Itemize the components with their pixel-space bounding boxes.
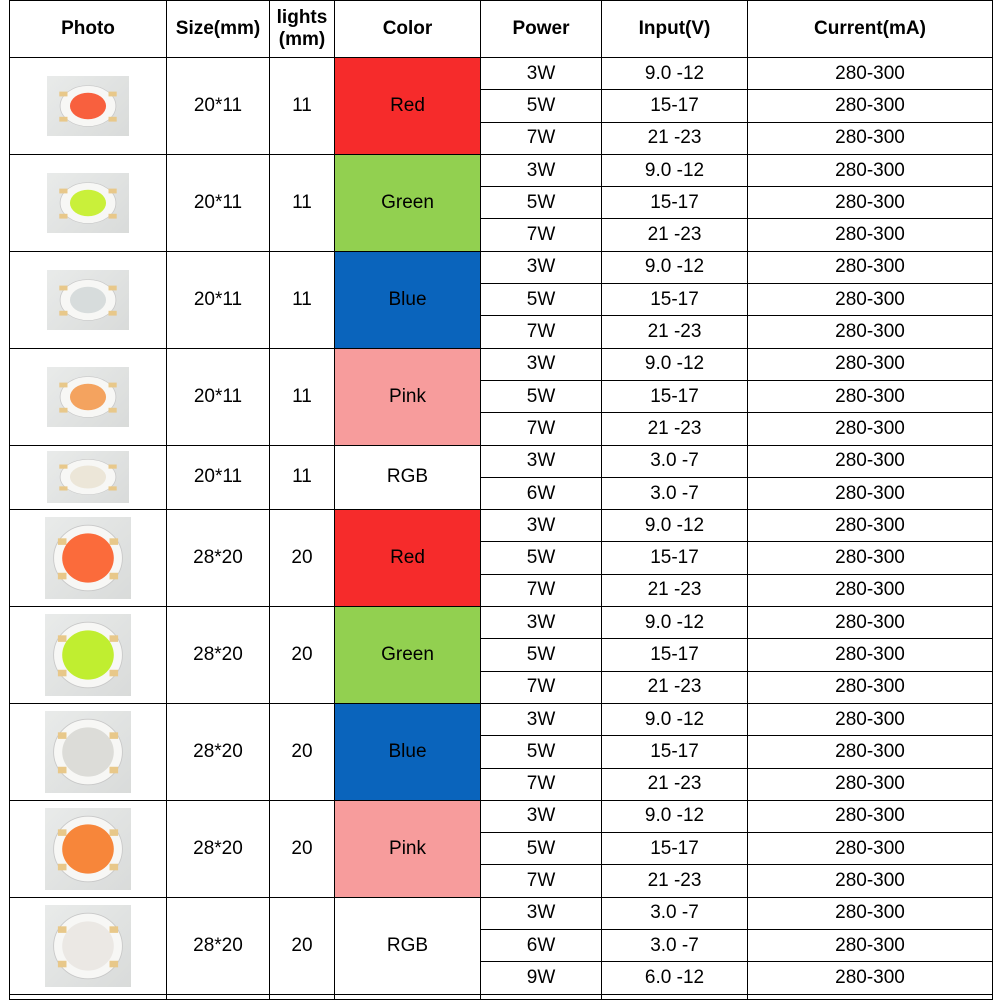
table-row	[10, 58, 993, 90]
power-cell: 3W	[481, 445, 602, 477]
input-voltage-cell: 21 -23	[602, 219, 748, 251]
input-voltage-cell: 21 -23	[602, 574, 748, 606]
product-photo-cell	[10, 703, 167, 800]
emitter-dome	[62, 533, 114, 582]
size-cell: 20*11	[167, 348, 270, 445]
led-chip-icon	[45, 517, 131, 599]
led-chip-photo	[47, 173, 129, 233]
led-chip-icon	[47, 76, 129, 136]
size-cell: 28*20	[167, 510, 270, 607]
solder-pad	[59, 285, 67, 290]
lights-cell: 20	[270, 510, 335, 607]
solder-pad	[58, 573, 67, 580]
current-cell: 280-300	[748, 510, 993, 542]
input-voltage-cell: 15-17	[602, 90, 748, 122]
header-current: Current(mA)	[748, 1, 993, 58]
color-cell: Blue	[335, 251, 481, 348]
emitter-dome	[62, 630, 114, 679]
color-cell: RGB	[335, 445, 481, 510]
led-chip-photo	[45, 614, 131, 696]
power-cell: 5W	[481, 187, 602, 219]
solder-pad	[110, 635, 119, 642]
solder-pad	[59, 188, 67, 193]
size-cell: 20*11	[167, 445, 270, 510]
power-cell: 7W	[481, 574, 602, 606]
led-chip-icon	[47, 367, 129, 427]
emitter-dome	[70, 190, 106, 216]
input-voltage-cell: 21 -23	[602, 413, 748, 445]
input-voltage-cell: 15-17	[602, 284, 748, 316]
current-cell: 280-300	[748, 962, 993, 994]
product-photo-cell	[10, 607, 167, 704]
power-cell: 7W	[481, 219, 602, 251]
size-cell: 28*20	[167, 703, 270, 800]
solder-pad	[109, 214, 117, 219]
current-cell: 280-300	[748, 800, 993, 832]
solder-pad	[58, 829, 67, 836]
empty-cell	[481, 994, 602, 999]
empty-cell	[748, 994, 993, 999]
input-voltage-cell: 9.0 -12	[602, 703, 748, 735]
led-chip-icon	[45, 905, 131, 987]
power-cell: 7W	[481, 865, 602, 897]
power-cell: 5W	[481, 90, 602, 122]
table-row	[10, 994, 993, 999]
lights-cell: 11	[270, 251, 335, 348]
power-cell: 7W	[481, 671, 602, 703]
current-cell: 280-300	[748, 607, 993, 639]
header-photo: Photo	[10, 1, 167, 58]
color-cell: Green	[335, 154, 481, 251]
power-cell: 3W	[481, 251, 602, 283]
input-voltage-cell: 3.0 -7	[602, 477, 748, 509]
current-cell: 280-300	[748, 445, 993, 477]
table-row	[10, 154, 993, 186]
emitter-dome	[62, 824, 114, 873]
power-cell: 5W	[481, 284, 602, 316]
empty-cell	[270, 994, 335, 999]
power-cell: 5W	[481, 542, 602, 574]
product-photo-cell	[10, 800, 167, 897]
current-cell: 280-300	[748, 413, 993, 445]
product-photo-cell	[10, 445, 167, 510]
solder-pad	[110, 829, 119, 836]
color-cell: Pink	[335, 800, 481, 897]
solder-pad	[58, 670, 67, 677]
lights-cell: 20	[270, 897, 335, 994]
solder-pad	[58, 864, 67, 871]
table-row	[10, 348, 993, 380]
input-voltage-cell: 9.0 -12	[602, 607, 748, 639]
header-lights	[270, 1, 335, 58]
power-cell: 3W	[481, 607, 602, 639]
led-chip-icon	[45, 808, 131, 890]
current-cell: 280-300	[748, 58, 993, 90]
current-cell: 280-300	[748, 542, 993, 574]
current-cell: 280-300	[748, 284, 993, 316]
solder-pad	[109, 487, 117, 491]
power-cell: 7W	[481, 768, 602, 800]
solder-pad	[58, 960, 67, 967]
input-voltage-cell: 9.0 -12	[602, 510, 748, 542]
led-chip-icon	[47, 173, 129, 233]
power-cell: 9W	[481, 962, 602, 994]
current-cell: 280-300	[748, 897, 993, 929]
input-voltage-cell: 15-17	[602, 833, 748, 865]
table-row	[10, 897, 993, 929]
empty-cell	[602, 994, 748, 999]
current-cell: 280-300	[748, 316, 993, 348]
input-voltage-cell: 15-17	[602, 542, 748, 574]
size-cell: 20*11	[167, 58, 270, 155]
input-voltage-cell: 3.0 -7	[602, 897, 748, 929]
power-cell: 3W	[481, 58, 602, 90]
lights-cell: 20	[270, 607, 335, 704]
input-voltage-cell: 3.0 -7	[602, 930, 748, 962]
current-cell: 280-300	[748, 90, 993, 122]
led-chip-photo	[47, 367, 129, 427]
current-cell: 280-300	[748, 703, 993, 735]
color-cell: Pink	[335, 348, 481, 445]
color-cell: RGB	[335, 897, 481, 994]
solder-pad	[110, 960, 119, 967]
input-voltage-cell: 15-17	[602, 639, 748, 671]
current-cell: 280-300	[748, 187, 993, 219]
solder-pad	[59, 465, 67, 469]
power-cell: 3W	[481, 348, 602, 380]
solder-pad	[110, 767, 119, 774]
led-chip-icon	[47, 270, 129, 330]
input-voltage-cell: 21 -23	[602, 671, 748, 703]
emitter-dome	[70, 466, 106, 489]
power-cell: 5W	[481, 380, 602, 412]
product-photo-cell	[10, 251, 167, 348]
solder-pad	[110, 732, 119, 739]
color-cell: Red	[335, 58, 481, 155]
emitter-dome	[70, 93, 106, 119]
current-cell: 280-300	[748, 865, 993, 897]
size-cell: 28*20	[167, 607, 270, 704]
solder-pad	[110, 538, 119, 545]
header-input: Input(V)	[602, 1, 748, 58]
solder-pad	[59, 214, 67, 219]
solder-pad	[110, 926, 119, 933]
size-cell: 28*20	[167, 897, 270, 994]
lights-cell: 11	[270, 348, 335, 445]
empty-cell	[167, 994, 270, 999]
solder-pad	[109, 117, 117, 122]
input-voltage-cell: 15-17	[602, 380, 748, 412]
power-cell: 3W	[481, 510, 602, 542]
solder-pad	[58, 635, 67, 642]
led-chip-photo	[45, 517, 131, 599]
input-voltage-cell: 15-17	[602, 736, 748, 768]
input-voltage-cell: 15-17	[602, 187, 748, 219]
current-cell: 280-300	[748, 219, 993, 251]
input-voltage-cell: 9.0 -12	[602, 348, 748, 380]
input-voltage-cell: 9.0 -12	[602, 58, 748, 90]
power-cell: 5W	[481, 833, 602, 865]
led-chip-photo	[47, 270, 129, 330]
product-photo-cell	[10, 897, 167, 994]
current-cell: 280-300	[748, 574, 993, 606]
power-cell: 3W	[481, 897, 602, 929]
table-row	[10, 703, 993, 735]
solder-pad	[109, 285, 117, 290]
product-photo-cell	[10, 510, 167, 607]
product-photo-cell	[10, 58, 167, 155]
solder-pad	[59, 487, 67, 491]
input-voltage-cell: 9.0 -12	[602, 154, 748, 186]
lights-cell: 11	[270, 445, 335, 510]
solder-pad	[59, 407, 67, 412]
emitter-dome	[70, 383, 106, 409]
led-chip-icon	[45, 711, 131, 793]
solder-pad	[59, 311, 67, 316]
current-cell: 280-300	[748, 348, 993, 380]
current-cell: 280-300	[748, 251, 993, 283]
current-cell: 280-300	[748, 736, 993, 768]
input-voltage-cell: 9.0 -12	[602, 251, 748, 283]
solder-pad	[109, 92, 117, 97]
power-cell: 7W	[481, 316, 602, 348]
header-color: Color	[335, 1, 481, 58]
table-body	[10, 58, 993, 1000]
solder-pad	[58, 732, 67, 739]
table-row	[10, 510, 993, 542]
emitter-dome	[70, 287, 106, 313]
emitter-dome	[62, 727, 114, 776]
input-voltage-cell: 9.0 -12	[602, 800, 748, 832]
power-cell: 5W	[481, 639, 602, 671]
table-row	[10, 607, 993, 639]
led-chip-icon	[47, 451, 129, 503]
input-voltage-cell: 21 -23	[602, 316, 748, 348]
led-chip-icon	[45, 614, 131, 696]
solder-pad	[59, 117, 67, 122]
current-cell: 280-300	[748, 380, 993, 412]
power-cell: 3W	[481, 703, 602, 735]
solder-pad	[58, 538, 67, 545]
size-cell: 20*11	[167, 154, 270, 251]
power-cell: 5W	[481, 736, 602, 768]
solder-pad	[109, 311, 117, 316]
current-cell: 280-300	[748, 930, 993, 962]
led-chip-photo	[47, 76, 129, 136]
lights-cell: 20	[270, 800, 335, 897]
current-cell: 280-300	[748, 671, 993, 703]
current-cell: 280-300	[748, 154, 993, 186]
header-row	[10, 1, 993, 58]
led-chip-photo	[45, 905, 131, 987]
size-cell: 28*20	[167, 800, 270, 897]
input-voltage-cell: 21 -23	[602, 122, 748, 154]
input-voltage-cell: 6.0 -12	[602, 962, 748, 994]
color-cell: Blue	[335, 703, 481, 800]
product-photo-cell	[10, 348, 167, 445]
solder-pad	[110, 670, 119, 677]
solder-pad	[58, 767, 67, 774]
lights-cell: 11	[270, 58, 335, 155]
power-cell: 7W	[481, 413, 602, 445]
header-size: Size(mm)	[167, 1, 270, 58]
solder-pad	[109, 382, 117, 387]
header-power: Power	[481, 1, 602, 58]
product-photo-cell	[10, 154, 167, 251]
input-voltage-cell: 21 -23	[602, 865, 748, 897]
led-spec-table	[9, 0, 993, 1000]
emitter-dome	[62, 921, 114, 970]
current-cell: 280-300	[748, 768, 993, 800]
size-cell: 20*11	[167, 251, 270, 348]
current-cell: 280-300	[748, 122, 993, 154]
power-cell: 6W	[481, 477, 602, 509]
solder-pad	[110, 573, 119, 580]
solder-pad	[59, 382, 67, 387]
current-cell: 280-300	[748, 477, 993, 509]
power-cell: 3W	[481, 154, 602, 186]
power-cell: 6W	[481, 930, 602, 962]
table-row	[10, 800, 993, 832]
solder-pad	[109, 188, 117, 193]
color-cell: Red	[335, 510, 481, 607]
solder-pad	[110, 864, 119, 871]
table-row	[10, 445, 993, 477]
lights-cell: 20	[270, 703, 335, 800]
power-cell: 3W	[481, 800, 602, 832]
solder-pad	[109, 465, 117, 469]
current-cell: 280-300	[748, 639, 993, 671]
lights-cell: 11	[270, 154, 335, 251]
solder-pad	[58, 926, 67, 933]
led-chip-photo	[47, 451, 129, 503]
solder-pad	[59, 92, 67, 97]
input-voltage-cell: 21 -23	[602, 768, 748, 800]
solder-pad	[109, 407, 117, 412]
current-cell: 280-300	[748, 833, 993, 865]
power-cell: 7W	[481, 122, 602, 154]
header-lights-line2: (mm)	[278, 29, 326, 50]
empty-cell	[10, 994, 167, 999]
table-row	[10, 251, 993, 283]
header-lights-line1: lights	[276, 7, 328, 28]
color-cell: Green	[335, 607, 481, 704]
led-chip-photo	[45, 808, 131, 890]
input-voltage-cell: 3.0 -7	[602, 445, 748, 477]
led-chip-photo	[45, 711, 131, 793]
empty-cell	[335, 994, 481, 999]
